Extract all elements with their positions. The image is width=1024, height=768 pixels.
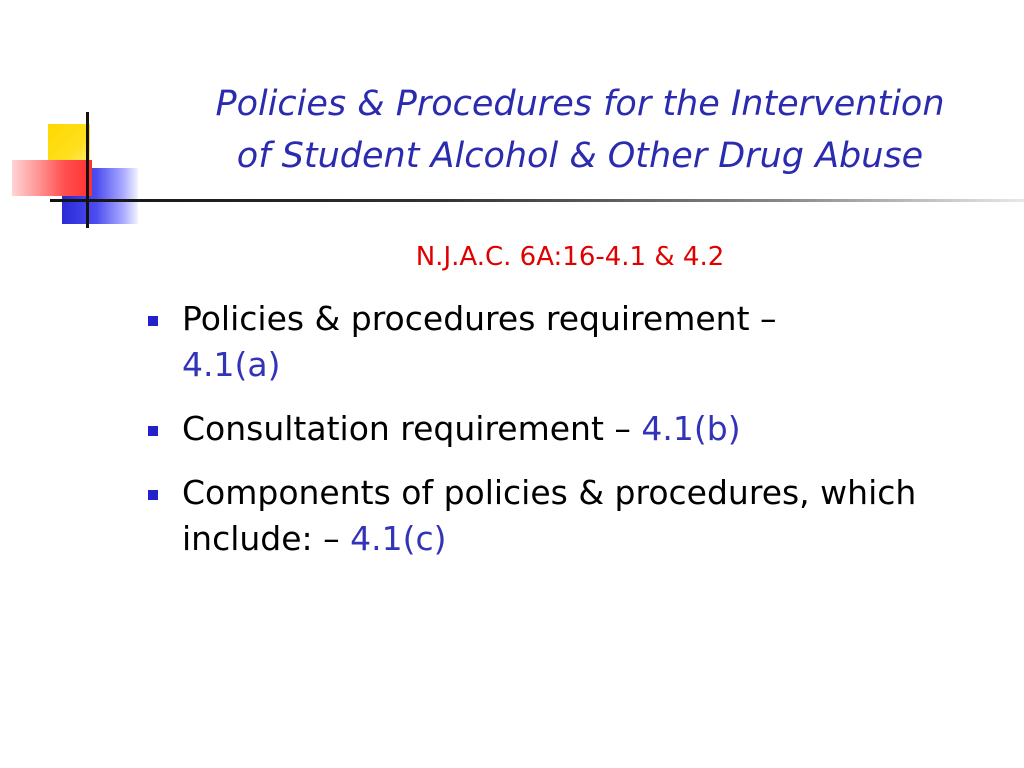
title-line-2: of Student Alcohol & Other Drug Abuse [236,136,924,176]
slide-title [150,78,1010,182]
square-bullet-icon [148,490,158,500]
bullet-item [140,296,980,388]
corner-color-blocks-icon [0,0,160,240]
bullet-text: Consultation requirement – [182,409,642,448]
bullet-reference: 4.1(b) [641,409,741,448]
bullet-text: Policies & procedures requirement – [182,299,777,338]
title-underline [50,199,1024,202]
bullet-reference: 4.1(c) [350,519,447,558]
title-line-1: Policies & Procedures for the Intervention [215,84,945,124]
square-bullet-icon [148,426,158,436]
bullet-text: Components of policies & procedures, which include: – [182,473,917,558]
square-bullet-icon [148,316,158,326]
bullet-item [140,470,980,562]
bullet-reference: 4.1(a) [182,345,281,384]
slide-subtitle: N.J.A.C. 6A:16-4.1 & 4.2 [415,242,725,272]
vertical-line [86,112,89,228]
bullet-list [140,296,980,580]
bullet-item [140,406,980,452]
red-square [12,160,92,196]
